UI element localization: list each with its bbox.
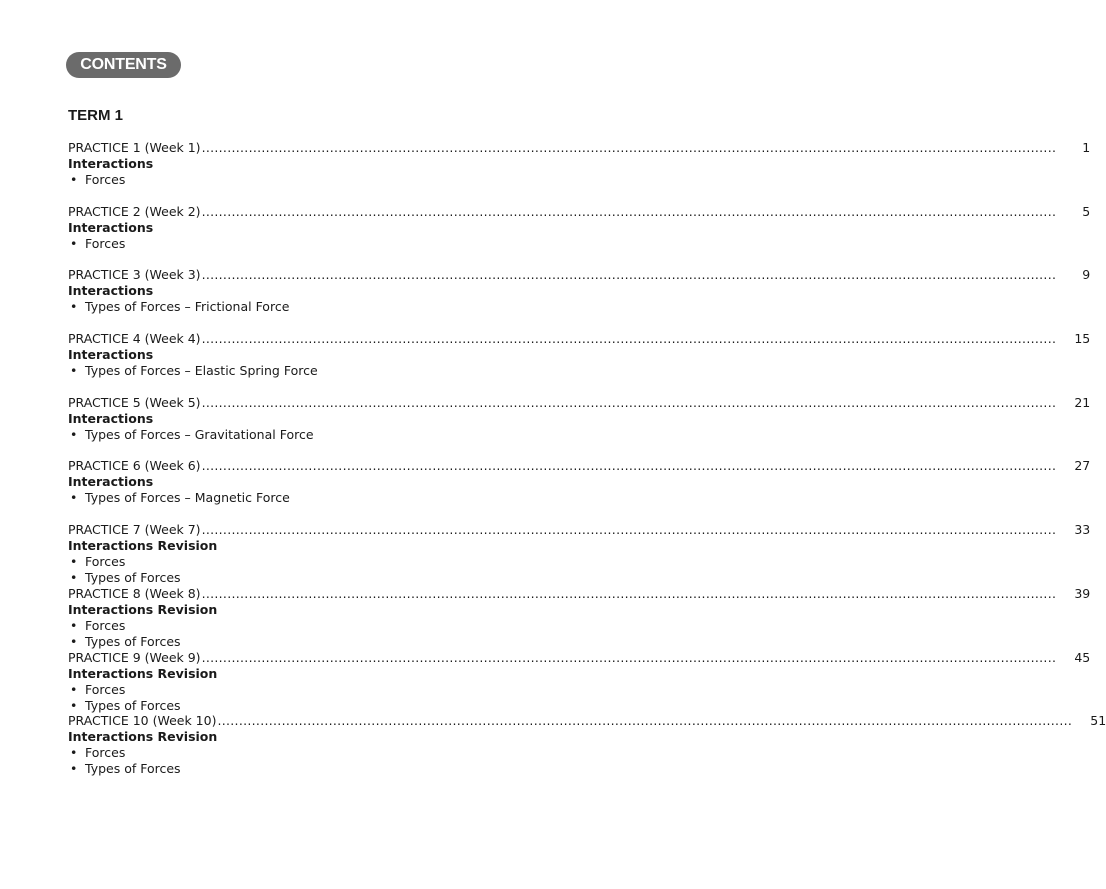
page-number: 51 [1090,713,1106,729]
topic-item [68,172,578,188]
toc-entry [68,331,1091,395]
toc-entry [68,394,1091,459]
dot-leader: ........................................................................................................................................................................................................ [201,140,1057,155]
topic-label: Types of Forces – Gravitational Force [85,426,314,442]
toc-entry [68,203,1091,268]
topic-label: Forces [85,235,126,251]
topic-item [68,427,578,443]
entry-title: PRACTICE 6 (Week 6) [68,458,201,474]
toc-entry-heading[interactable] [68,331,1091,347]
topic-label: Types of Forces [85,761,181,777]
entry-title: PRACTICE 9 (Week 9) [68,649,201,665]
toc-entry [68,140,1091,204]
entry-subject: Interactions [68,156,154,171]
topic-item [68,698,578,714]
topic-label: Forces [85,172,126,187]
dot-leader: ........................................................................................................................................................................................................ [201,331,1057,347]
topic-label: Forces [85,554,126,570]
topic-item [68,634,578,650]
page-number: 5 [1082,203,1091,219]
toc-entry-heading[interactable] [68,585,1091,602]
topic-label: Types of Forces – Elastic Spring Force [85,363,318,379]
entry-subject: Interactions Revision [68,601,218,617]
bullet-icon: • [70,681,78,697]
page-number: 33 [1074,522,1091,538]
dot-leader: ........................................................................................................................................................................................................ [201,522,1057,538]
entry-title: PRACTICE 1 (Week 1) [68,140,201,155]
bullet-icon: • [70,490,78,506]
bullet-icon: • [70,172,78,187]
page-number: 9 [1082,267,1091,283]
topic-item [68,490,578,506]
page-number: 15 [1074,331,1091,347]
dot-leader: ........................................................................................................................................................................................................ [201,267,1057,283]
entry-subject: Interactions [68,347,154,363]
dot-leader: ........................................................................................................................................................................................................ [201,203,1057,219]
page-number: 1 [1082,140,1091,155]
dot-leader: ........................................................................................................................................................................................................ [201,585,1057,601]
toc-entry-heading[interactable] [68,649,1091,666]
entry-title: PRACTICE 5 (Week 5) [68,394,201,410]
dot-leader: ........................................................................................................................................................................................................ [201,649,1057,665]
entry-subject: Interactions Revision [68,665,218,681]
topic-label: Types of Forces [85,570,181,586]
entry-title: PRACTICE 2 (Week 2) [68,203,201,219]
bullet-icon: • [70,554,78,570]
entry-title: PRACTICE 10 (Week 10) [68,713,217,729]
dot-leader: ........................................................................................................................................................................................................ [201,394,1057,410]
entry-title: PRACTICE 4 (Week 4) [68,331,201,347]
entry-subject: Interactions [68,410,154,426]
dot-leader: ........................................................................................................................................................................................................ [201,458,1057,474]
topic-item [68,363,578,379]
bullet-icon: • [70,235,78,251]
topic-label: Types of Forces – Magnetic Force [85,490,290,506]
topic-item [68,761,578,777]
topic-item [68,299,578,315]
topic-label: Forces [85,745,126,761]
topic-item [68,682,578,698]
term-heading: TERM 1 [68,107,124,124]
topic-label: Types of Forces [85,697,181,713]
toc-entry-heading[interactable] [68,267,1091,283]
page-number: 27 [1074,458,1091,474]
topic-label: Forces [85,617,126,633]
entry-title: PRACTICE 7 (Week 7) [68,522,201,538]
page-number: 39 [1074,585,1091,601]
entry-subject: Interactions [68,474,154,490]
toc-entry-heading[interactable] [68,394,1091,411]
bullet-icon: • [70,363,78,379]
bullet-icon: • [70,617,78,633]
toc-entry [68,585,1091,650]
toc-entry [68,267,1091,331]
toc-entry-heading[interactable] [68,713,1106,729]
contents-badge: CONTENTS [66,52,181,78]
dot-leader: ........................................................................................................................................................................................................ [217,713,1073,729]
toc-entry-heading[interactable] [68,458,1091,474]
topic-label: Types of Forces – Frictional Force [85,299,290,315]
entry-title: PRACTICE 3 (Week 3) [68,267,201,283]
bullet-icon: • [70,745,78,761]
entry-subject: Interactions Revision [68,538,218,554]
table-of-contents [68,140,1106,777]
bullet-icon: • [70,697,78,713]
toc-entry [68,458,1091,522]
topic-item [68,618,578,634]
bullet-icon: • [70,299,78,315]
topic-label: Forces [85,681,126,697]
topic-item [68,745,578,761]
bullet-icon: • [70,426,78,442]
bullet-icon: • [70,633,78,649]
toc-entry [68,522,1091,586]
entry-subject: Interactions [68,219,154,235]
toc-entry [68,649,1091,714]
entry-title: PRACTICE 8 (Week 8) [68,585,201,601]
topic-item [68,236,578,252]
entry-subject: Interactions Revision [68,729,218,745]
toc-entry-heading[interactable] [68,522,1091,538]
toc-entry [68,713,1106,777]
topic-label: Types of Forces [85,633,181,649]
entry-subject: Interactions [68,283,154,299]
toc-entry-heading[interactable] [68,140,1091,156]
bullet-icon: • [70,761,78,777]
page-number: 45 [1074,649,1091,665]
topic-item [68,554,578,570]
bullet-icon: • [70,570,78,586]
toc-entry-heading[interactable] [68,203,1091,220]
topic-item [68,570,578,586]
page-number: 21 [1074,394,1091,410]
